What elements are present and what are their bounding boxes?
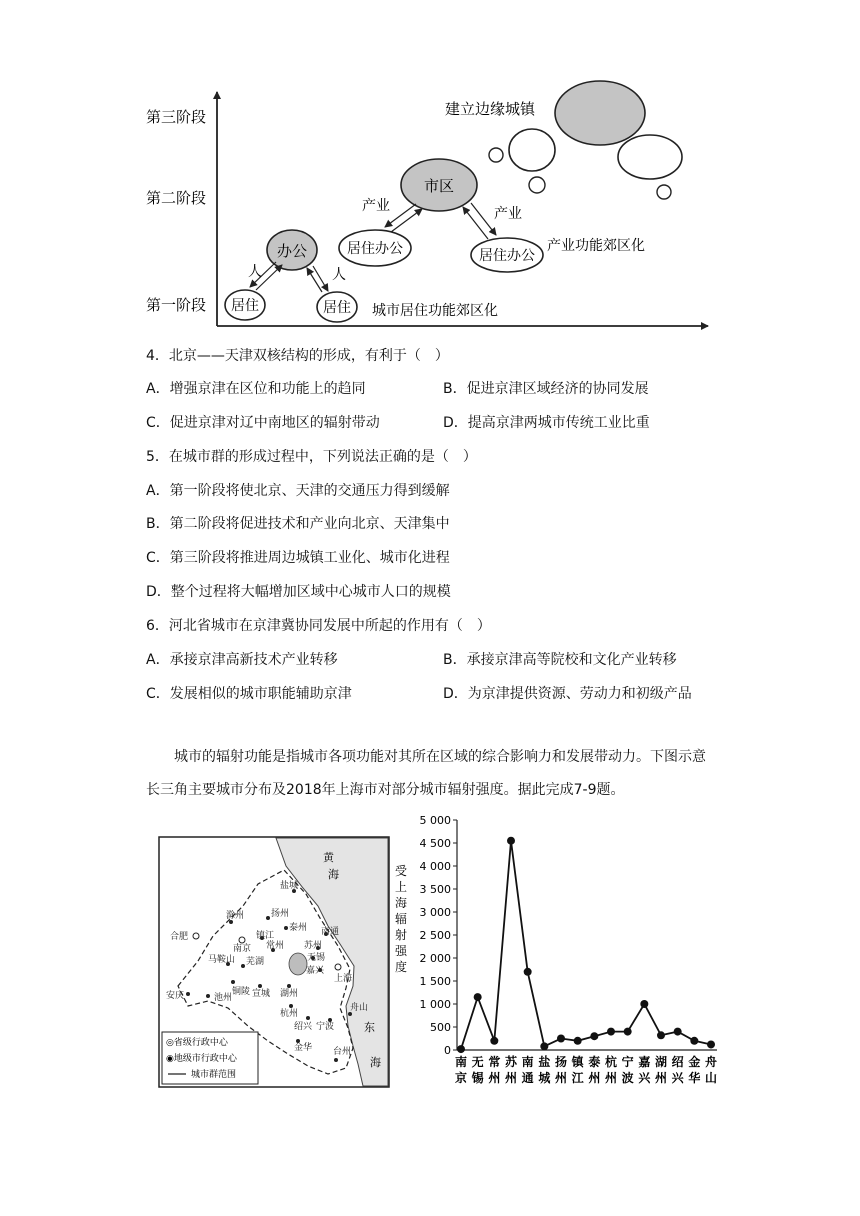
city-label-taizhou-js: 泰州: [289, 923, 308, 933]
x-tick-label-杭州: 州: [604, 1071, 618, 1085]
data-point-镇江: [574, 1037, 582, 1045]
residence-right-label: 居住: [323, 300, 351, 316]
city-label-taizhou-zj: 台州: [333, 1047, 352, 1057]
y-axis-label: [395, 864, 408, 974]
arrow-industry-in-right: [463, 207, 488, 239]
x-tick-label-嘉兴: 嘉: [638, 1055, 651, 1069]
office-label: 办公: [276, 242, 308, 260]
y-tick-label: 3 000: [419, 906, 451, 919]
x-tick-label-湖州: 湖: [654, 1055, 668, 1069]
x-tick-label-南京: 南: [454, 1055, 468, 1069]
caption-edge-towns: 建立边缘城镇: [445, 100, 536, 118]
x-tick-label-常州: 州: [488, 1071, 501, 1085]
city-label-wuhu: 芜湖: [246, 957, 265, 967]
caption-residential-suburbanization: 城市居住功能郊区化: [372, 303, 498, 319]
question-6-stem: 6．河北省城市在京津冀协同发展中所起的作用有（ ）: [146, 618, 491, 634]
city-label-zhoushan: 舟山: [350, 1003, 369, 1013]
city-label-jinhua: 金华: [294, 1043, 313, 1053]
stage-label-1: 第一阶段: [146, 296, 207, 314]
taihu-lake: [289, 953, 307, 975]
data-point-绍兴: [674, 1028, 682, 1036]
edge-town-1: [509, 129, 555, 171]
y-tick-label: 5 000: [419, 814, 451, 827]
data-point-湖州: [657, 1031, 665, 1039]
question-6-option-a: A．承接京津高新技术产业转移: [146, 652, 338, 668]
city-label-jiaxing: 嘉兴: [306, 966, 325, 976]
yangtze-delta-map: [158, 836, 390, 1088]
y-tick-label: 500: [430, 1021, 451, 1034]
city-label-shaoxing: 绍兴: [294, 1022, 313, 1032]
city-label-anqing: 安庆: [166, 991, 185, 1001]
y-tick-label: 2 000: [419, 952, 451, 965]
people-label-right: 人: [332, 267, 346, 283]
x-tick-label-嘉兴: 兴: [638, 1071, 651, 1085]
data-point-无锡: [474, 993, 482, 1001]
residence-office-right-label: 居住办公: [479, 248, 535, 264]
arrow-people-out-right: [313, 266, 328, 291]
y-tick-label: 1 500: [419, 975, 451, 988]
city-label-huzhou: 湖州: [280, 989, 299, 999]
question-5-option-b: B．第二阶段将促进技术和产业向北京、天津集中: [146, 516, 450, 532]
city-label-suzhou: 苏州: [304, 941, 323, 951]
x-tick-label-南通: 南: [521, 1055, 534, 1069]
x-tick-label-舟山: 山: [704, 1071, 718, 1085]
x-tick-label-宁波: 宁: [621, 1055, 634, 1069]
data-point-舟山: [707, 1040, 715, 1048]
question-4-stem: 4．北京——天津双核结构的形成，有利于（ ）: [146, 348, 449, 364]
y-tick-label: 1 000: [419, 998, 451, 1011]
question-4-option-d: D．提高京津两城市传统工业比重: [443, 415, 650, 431]
data-point-金华: [690, 1037, 698, 1045]
sea-label-hai-1: 海: [328, 868, 339, 881]
industry-label-right: 产业: [494, 206, 522, 222]
data-point-宁波: [624, 1028, 632, 1036]
question-5-option-d: D．整个过程将大幅增加区域中心城市人口的规模: [146, 584, 451, 600]
data-point-常州: [490, 1037, 498, 1045]
edge-town-5: [657, 185, 671, 199]
city-label-hangzhou: 杭州: [280, 1009, 299, 1019]
x-tick-label-泰州: 州: [588, 1071, 601, 1085]
x-tick-label-绍兴: 绍: [671, 1055, 684, 1069]
city-label-xuancheng: 宣城: [252, 989, 271, 999]
passage-text: 城市的辐射功能是指城市各项功能对其所在区域的综合影响力和发展带动力。下图示意长三角主要城市分布及2018年上海市对部分城市辐射强度。据此完成7-9题。: [146, 749, 706, 798]
x-tick-label-绍兴: 兴: [671, 1071, 684, 1085]
city-label-chizhou: 池州: [214, 993, 233, 1003]
edge-town-3: [489, 148, 503, 162]
x-tick-label-杭州: 杭: [604, 1055, 618, 1069]
x-tick-label-南通: 通: [521, 1071, 534, 1085]
sea-label-hai-2: 海: [370, 1056, 381, 1069]
x-tick-label-泰州: 泰: [588, 1055, 601, 1069]
x-tick-label-金华: 华: [688, 1071, 701, 1085]
x-tick-label-扬州: 州: [554, 1071, 568, 1085]
data-point-南京: [457, 1045, 465, 1053]
x-tick-label-南京: 京: [454, 1071, 468, 1085]
x-tick-label-苏州: 州: [504, 1071, 518, 1085]
x-tick-label-常州: 常: [488, 1055, 501, 1069]
city-label-yangzhou: 扬州: [271, 909, 290, 919]
y-axis-label-char: 上: [395, 880, 408, 894]
data-point-杭州: [607, 1028, 615, 1036]
residence-left-label: 居住: [231, 298, 259, 314]
x-tick-label-金华: 金: [688, 1055, 701, 1069]
data-point-盐城: [540, 1042, 548, 1050]
stage-label-3: 第三阶段: [146, 108, 207, 126]
question-6-option-c: C．发展相似的城市职能辅助京津: [146, 686, 352, 702]
x-tick-label-无锡: 锡: [471, 1071, 484, 1085]
arrow-people-in-right: [307, 268, 322, 292]
urbanization-stage-diagram: [0, 0, 860, 340]
arrow-industry-in-left: [391, 209, 422, 232]
question-6-option-d: D．为京津提供资源、劳动力和初级产品: [443, 686, 692, 702]
city-label-hefei: 合肥: [170, 932, 189, 942]
legend-boundary: 城市群范围: [191, 1070, 237, 1080]
y-axis-label-char: 射: [395, 928, 408, 942]
caption-industrial-suburbanization: 产业功能郊区化: [547, 238, 645, 254]
y-axis-label-char: 强: [395, 944, 408, 958]
question-6-option-b: B．承接京津高等院校和文化产业转移: [443, 652, 677, 668]
data-point-嘉兴: [640, 1000, 648, 1008]
y-tick-label: 2 500: [419, 929, 451, 942]
legend-provincial-capital: ◎省级行政中心: [166, 1038, 228, 1048]
y-axis-label-char: 海: [395, 896, 408, 910]
city-label-chuzhou: 滁州: [226, 911, 245, 921]
city-label-tongling: 铜陵: [232, 987, 251, 997]
y-tick-label: 0: [444, 1044, 451, 1057]
series-line: [461, 841, 711, 1049]
y-tick-label: 4 000: [419, 860, 451, 873]
y-tick-label: 3 500: [419, 883, 451, 896]
people-label-left: 人: [248, 264, 262, 280]
x-tick-label-扬州: 扬: [554, 1055, 568, 1069]
data-point-南通: [524, 968, 532, 976]
question-5-stem: 5．在城市群的形成过程中，下列说法正确的是（ ）: [146, 449, 477, 465]
edge-town-4: [529, 177, 545, 193]
city-label-changzhou: 常州: [266, 941, 285, 951]
question-4-option-a: A．增强京津在区位和功能上的趋同: [146, 381, 366, 397]
sea-label-dong: 东: [364, 1021, 375, 1034]
x-tick-label-镇江: 镇: [571, 1055, 584, 1069]
x-tick-label-盐城: 城: [538, 1071, 551, 1085]
question-5-option-c: C．第三阶段将推进周边城镇工业化、城市化进程: [146, 550, 450, 566]
city-label-shanghai: 上海: [334, 974, 353, 984]
radiation-intensity-chart: [385, 805, 725, 1100]
x-tick-label-宁波: 波: [621, 1071, 634, 1085]
central-city-blob: [555, 81, 645, 145]
x-tick-label-盐城: 盐: [538, 1055, 551, 1069]
sea-label-huang: 黄: [323, 851, 334, 864]
y-axis-label-char: 辐: [395, 912, 408, 926]
city-label-ningbo: 宁波: [316, 1022, 335, 1032]
data-point-泰州: [590, 1032, 598, 1040]
city-label-nantong: 南通: [321, 927, 340, 937]
x-tick-label-镇江: 江: [571, 1071, 584, 1085]
legend-prefecture-city: ◉地级市行政中心: [166, 1054, 237, 1064]
question-5-option-a: A．第一阶段将使北京、天津的交通压力得到缓解: [146, 483, 450, 499]
residence-office-left-label: 居住办公: [347, 241, 403, 257]
arrow-industry-out-right: [471, 203, 496, 235]
y-axis-label-char: 度: [395, 960, 408, 974]
city-label-maanshan: 马鞍山: [208, 955, 236, 965]
question-4-option-b: B．促进京津区域经济的协同发展: [443, 381, 649, 397]
city-label-nanjing: 南京: [233, 944, 252, 954]
data-point-扬州: [557, 1035, 565, 1043]
x-tick-label-舟山: 舟: [704, 1055, 718, 1069]
x-tick-label-苏州: 苏: [504, 1055, 518, 1069]
edge-town-2: [618, 135, 682, 179]
data-point-苏州: [507, 837, 515, 845]
city-label-yancheng: 盐城: [280, 881, 299, 891]
x-tick-label-无锡: 无: [471, 1055, 484, 1069]
stage-label-2: 第二阶段: [146, 189, 207, 207]
city-label-zhenjiang: 镇江: [256, 931, 275, 941]
city-label-wuxi: 无锡: [307, 953, 326, 963]
city-label: 市区: [423, 177, 455, 195]
y-tick-label: 4 500: [419, 837, 451, 850]
x-tick-label-湖州: 州: [654, 1071, 668, 1085]
question-4-option-c: C．促进京津对辽中南地区的辐射带动: [146, 415, 380, 431]
y-axis-label-char: 受: [395, 864, 408, 878]
industry-label-left: 产业: [362, 198, 390, 214]
